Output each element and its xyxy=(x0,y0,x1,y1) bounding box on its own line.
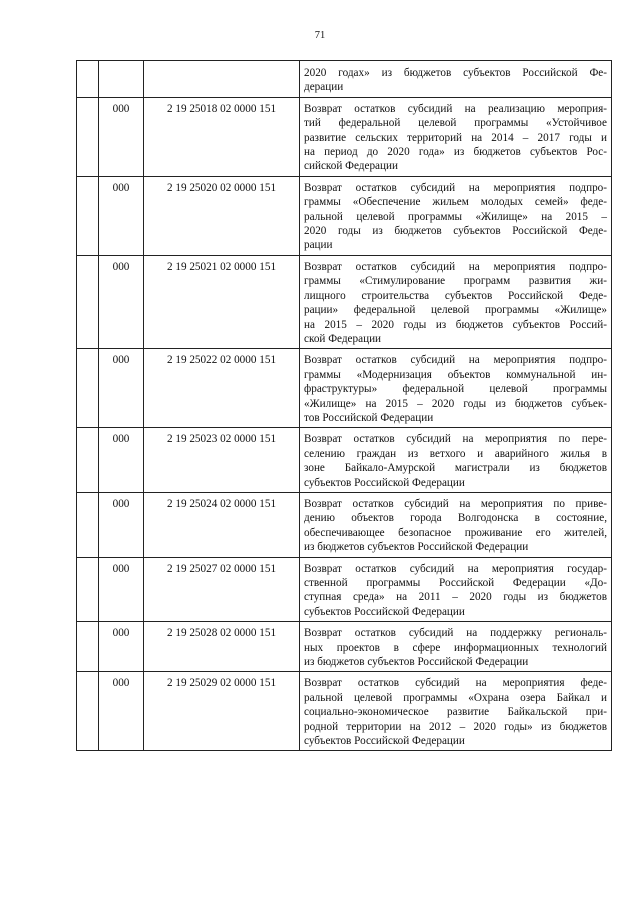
description-line: Возврат остатков субсидий на мероприятия подпро- xyxy=(304,181,607,194)
table-row xyxy=(77,492,612,557)
table-row xyxy=(77,61,612,98)
admin-code-cell: 000 xyxy=(99,428,144,493)
description-line: ральной целевой программы «Жилище» на 2015 – xyxy=(304,210,607,223)
table-body xyxy=(77,61,612,751)
admin-code-cell: 000 xyxy=(99,492,144,557)
description-cell xyxy=(300,672,612,751)
admin-code-cell xyxy=(99,61,144,98)
empty-cell xyxy=(77,97,99,176)
description-line: Возврат остатков субсидий на мероприятия феде- xyxy=(304,677,607,690)
empty-cell xyxy=(77,61,99,98)
description-line: из бюджетов субъектов Российской Федерации xyxy=(304,541,529,554)
empty-cell xyxy=(77,557,99,622)
description-line: селению граждан из ветхого и аварийного жилья в xyxy=(304,447,607,460)
budget-classification-code-cell: 2 19 25027 02 0000 151 xyxy=(144,557,300,622)
description-line: «Жилище» на 2015 – 2020 годы из бюджетов субъек- xyxy=(304,397,607,410)
budget-classification-code-cell: 2 19 25023 02 0000 151 xyxy=(144,428,300,493)
admin-code-cell: 000 xyxy=(99,176,144,255)
description-line: ступная среда» на 2011 – 2020 годы из бюджетов xyxy=(304,591,607,604)
empty-cell xyxy=(77,176,99,255)
description-line: Возврат остатков субсидий на мероприятия подпро- xyxy=(304,260,607,273)
description-line: социально-экономическое развитие Байкальской при- xyxy=(304,706,607,719)
table-row xyxy=(77,428,612,493)
budget-classification-code-cell: 2 19 25029 02 0000 151 xyxy=(144,672,300,751)
table-row xyxy=(77,97,612,176)
table-row xyxy=(77,349,612,428)
description-line: субъектов Российской Федерации xyxy=(304,605,465,618)
description-line: тов Российской Федерации xyxy=(304,411,434,424)
admin-code-cell: 000 xyxy=(99,349,144,428)
description-line: лищного строительства субъектов Российской Феде- xyxy=(304,289,607,302)
description-line: обеспечивающее безопасное проживание его жителей, xyxy=(304,526,607,539)
budget-classification-code-cell: 2 19 25021 02 0000 151 xyxy=(144,255,300,348)
description-line: граммы «Стимулирование программ развития жи- xyxy=(304,275,607,288)
description-line: субъектов Российской Федерации xyxy=(304,476,465,489)
table-row xyxy=(77,557,612,622)
description-cell xyxy=(300,97,612,176)
description-line: рации xyxy=(304,239,333,252)
description-cell xyxy=(300,557,612,622)
admin-code-cell: 000 xyxy=(99,672,144,751)
description-line: дерации xyxy=(304,81,344,94)
empty-cell xyxy=(77,672,99,751)
empty-cell xyxy=(77,492,99,557)
description-line: граммы «Модернизация объектов коммунальной ин- xyxy=(304,368,607,381)
admin-code-cell: 000 xyxy=(99,557,144,622)
description-line: из бюджетов субъектов Российской Федерации xyxy=(304,656,529,669)
description-cell xyxy=(300,622,612,672)
empty-cell xyxy=(77,255,99,348)
admin-code-cell: 000 xyxy=(99,622,144,672)
description-line: 2020 годы из бюджетов субъектов Российской Феде- xyxy=(304,225,607,238)
description-line: Возврат остатков субсидий на мероприятия подпро- xyxy=(304,354,607,367)
description-line: Возврат остатков субсидий на мероприятия по приве- xyxy=(304,497,607,510)
description-line: Возврат остатков субсидий на мероприятия по пере- xyxy=(304,433,607,446)
description-line: 2020 годах» из бюджетов субъектов Российской Фе- xyxy=(304,67,607,79)
empty-cell xyxy=(77,622,99,672)
empty-cell xyxy=(77,428,99,493)
description-line: родной территории на 2012 – 2020 годы» из бюджетов xyxy=(304,720,607,733)
table-row xyxy=(77,622,612,672)
description-line: ных проектов в сфере информационных технологий xyxy=(304,641,607,654)
admin-code-cell: 000 xyxy=(99,97,144,176)
empty-cell xyxy=(77,349,99,428)
description-line: Возврат остатков субсидий на реализацию мероприя- xyxy=(304,102,607,115)
budget-classification-code-cell: 2 19 25020 02 0000 151 xyxy=(144,176,300,255)
description-line: ральной целевой программы «Охрана озера Байкал и xyxy=(304,691,607,704)
description-line: тий федеральной целевой программы «Устойчивое xyxy=(304,117,607,130)
description-line: развитие сельских территорий на 2014 – 2017 годы и xyxy=(304,131,607,144)
table-row xyxy=(77,176,612,255)
description-line: Возврат остатков субсидий на поддержку региональ- xyxy=(304,627,607,640)
description-line: ской Федерации xyxy=(304,332,382,345)
budget-classification-code-cell: 2 19 25022 02 0000 151 xyxy=(144,349,300,428)
description-line: фраструктуры» федеральной целевой программы xyxy=(304,383,607,396)
description-line: Возврат остатков субсидий на мероприятия государ- xyxy=(304,562,607,575)
admin-code-cell: 000 xyxy=(99,255,144,348)
budget-classification-code-cell xyxy=(144,61,300,98)
description-cell xyxy=(300,176,612,255)
description-line: рации» федеральной целевой программы «Жилище» xyxy=(304,304,607,317)
description-cell xyxy=(300,255,612,348)
description-line: субъектов Российской Федерации xyxy=(304,735,465,748)
budget-classification-code-cell: 2 19 25024 02 0000 151 xyxy=(144,492,300,557)
description-cell xyxy=(300,61,612,98)
budget-classification-code-cell: 2 19 25028 02 0000 151 xyxy=(144,622,300,672)
description-cell xyxy=(300,492,612,557)
budget-code-table xyxy=(76,60,612,751)
description-line: зоне Байкало-Амурской магистрали из бюджетов xyxy=(304,462,607,475)
page-number: 71 xyxy=(314,30,326,41)
description-line: дению объектов города Волгодонска в состояние, xyxy=(304,512,607,525)
description-cell xyxy=(300,428,612,493)
budget-classification-code-cell: 2 19 25018 02 0000 151 xyxy=(144,97,300,176)
table-row xyxy=(77,672,612,751)
description-line: сийской Федерации xyxy=(304,160,398,173)
description-line: ственной программы Российской Федерации «До- xyxy=(304,577,607,589)
description-line: на 2015 – 2020 годы из бюджетов субъектов Россий- xyxy=(304,318,607,331)
description-line: граммы «Обеспечение жильем молодых семей» феде- xyxy=(304,196,607,209)
description-line: на период до 2020 года» из бюджетов субъектов Рос- xyxy=(304,146,607,159)
description-cell xyxy=(300,349,612,428)
table-row xyxy=(77,255,612,348)
